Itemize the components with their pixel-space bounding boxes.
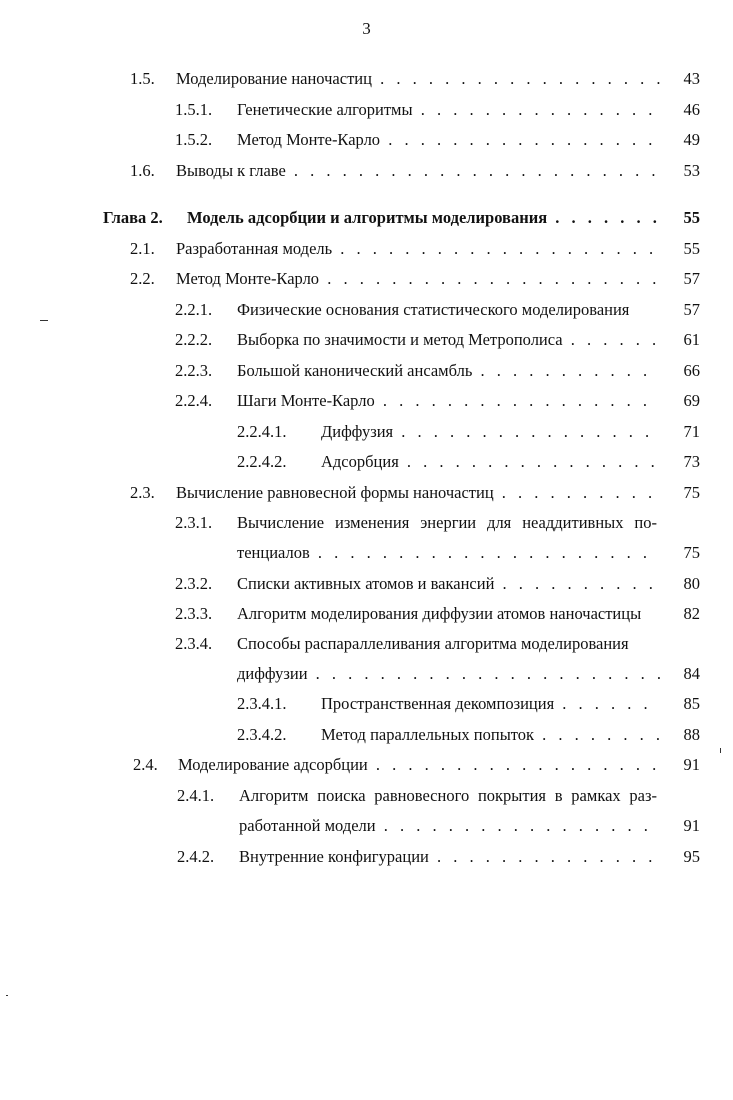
section-number: 2.1. [130,239,155,258]
section-number: 2.4.2. [177,847,215,866]
section-title: Адсорбция . . . [321,452,660,472]
section-number: 2.3. [130,483,155,502]
section-title: Выводы к главе . . . [176,161,660,181]
section-title: Способы распараллеливания алгоритма моделирования [237,634,629,653]
section-title: Разработанная модель . . . [176,239,660,259]
section-title-continuation: диффузии . . . [237,664,660,684]
section-number: 2.3.4. [175,634,213,653]
page-ref: 73 [683,452,700,471]
page-ref: 43 [683,69,700,88]
chapter-title: Модель адсорбции и алгоритмы моделирования . . . [187,208,660,228]
section-number: 2.3.4.2. [237,725,287,744]
section-number: 2.2.4. [175,391,213,410]
page-ref: 91 [683,755,700,774]
page-ref: 55 [683,208,700,227]
section-title: Физические основания статистического моделирования [237,300,630,319]
page-ref: 88 [683,725,700,744]
page-ref: 49 [683,130,700,149]
section-title: Моделирование адсорбции . . . [178,755,660,775]
page-ref: 57 [683,300,700,319]
section-number: 2.2.3. [175,361,213,380]
section-title: Метод параллельных попыток . . . [321,725,660,745]
section-title: Диффузия . . . [321,422,660,442]
section-number: 1.5.2. [175,130,213,149]
page-ref: 53 [683,161,700,180]
section-title: Вычисление изменения энергии для неаддитивных по- [237,513,657,532]
section-title: Вычисление равновесной формы наночастиц . . . [176,483,660,503]
page-ref: 66 [683,361,700,380]
page-ref: 95 [683,847,700,866]
page-ref: 91 [683,816,700,835]
page-ref: 80 [683,574,700,593]
page-ref: 55 [683,239,700,258]
section-number: 2.3.1. [175,513,213,532]
section-title: Метод Монте-Карло . . . [237,130,660,150]
page-ref: 71 [683,422,700,441]
page-ref: 46 [683,100,700,119]
section-title: Алгоритм поиска равновесного покрытия в рамках раз- [239,786,657,805]
page-ref: 57 [683,269,700,288]
section-number: 1.5. [130,69,155,88]
section-title: Метод Монте-Карло . . . [176,269,660,289]
section-title: Внутренние конфигурации . . . [239,847,660,867]
section-title: Моделирование наночастиц . . . [176,69,660,89]
scan-speck [40,320,48,321]
page-ref: 61 [683,330,700,349]
section-title: Большой канонический ансамбль . . . [237,361,660,381]
section-number: 2.4.1. [177,786,215,805]
page-number: 3 [362,19,371,38]
section-number: 2.2.2. [175,330,213,349]
page-ref: 75 [683,543,700,562]
section-number: 2.3.3. [175,604,213,623]
section-number: 1.6. [130,161,155,180]
section-title: Пространственная декомпозиция . . . [321,694,660,714]
section-number: 2.2.1. [175,300,213,319]
section-title: Списки активных атомов и вакансий . . . [237,574,660,594]
page-ref: 75 [683,483,700,502]
section-title: Шаги Монте-Карло . . . [237,391,660,411]
section-number: 2.3.2. [175,574,213,593]
section-title-continuation: работанной модели . . . [239,816,660,836]
section-number: 2.3.4.1. [237,694,287,713]
section-title-continuation: тенциалов . . . [237,543,660,563]
section-number: 2.2.4.2. [237,452,287,471]
section-title: Алгоритм моделирования диффузии атомов наночастицы [237,604,642,623]
page-ref: 82 [683,604,700,623]
section-number: 1.5.1. [175,100,213,119]
scan-speck [720,748,721,753]
section-title: Генетические алгоритмы . . . [237,100,660,120]
section-number: 2.4. [133,755,158,774]
section-number: 2.2. [130,269,155,288]
page-ref: 69 [683,391,700,410]
page-ref: 84 [683,664,700,683]
section-number: 2.2.4.1. [237,422,287,441]
scan-speck [6,995,8,996]
chapter-number: Глава 2. [103,208,163,227]
section-title: Выборка по значимости и метод Метрополиса . . . [237,330,660,350]
page-ref: 85 [683,694,700,713]
